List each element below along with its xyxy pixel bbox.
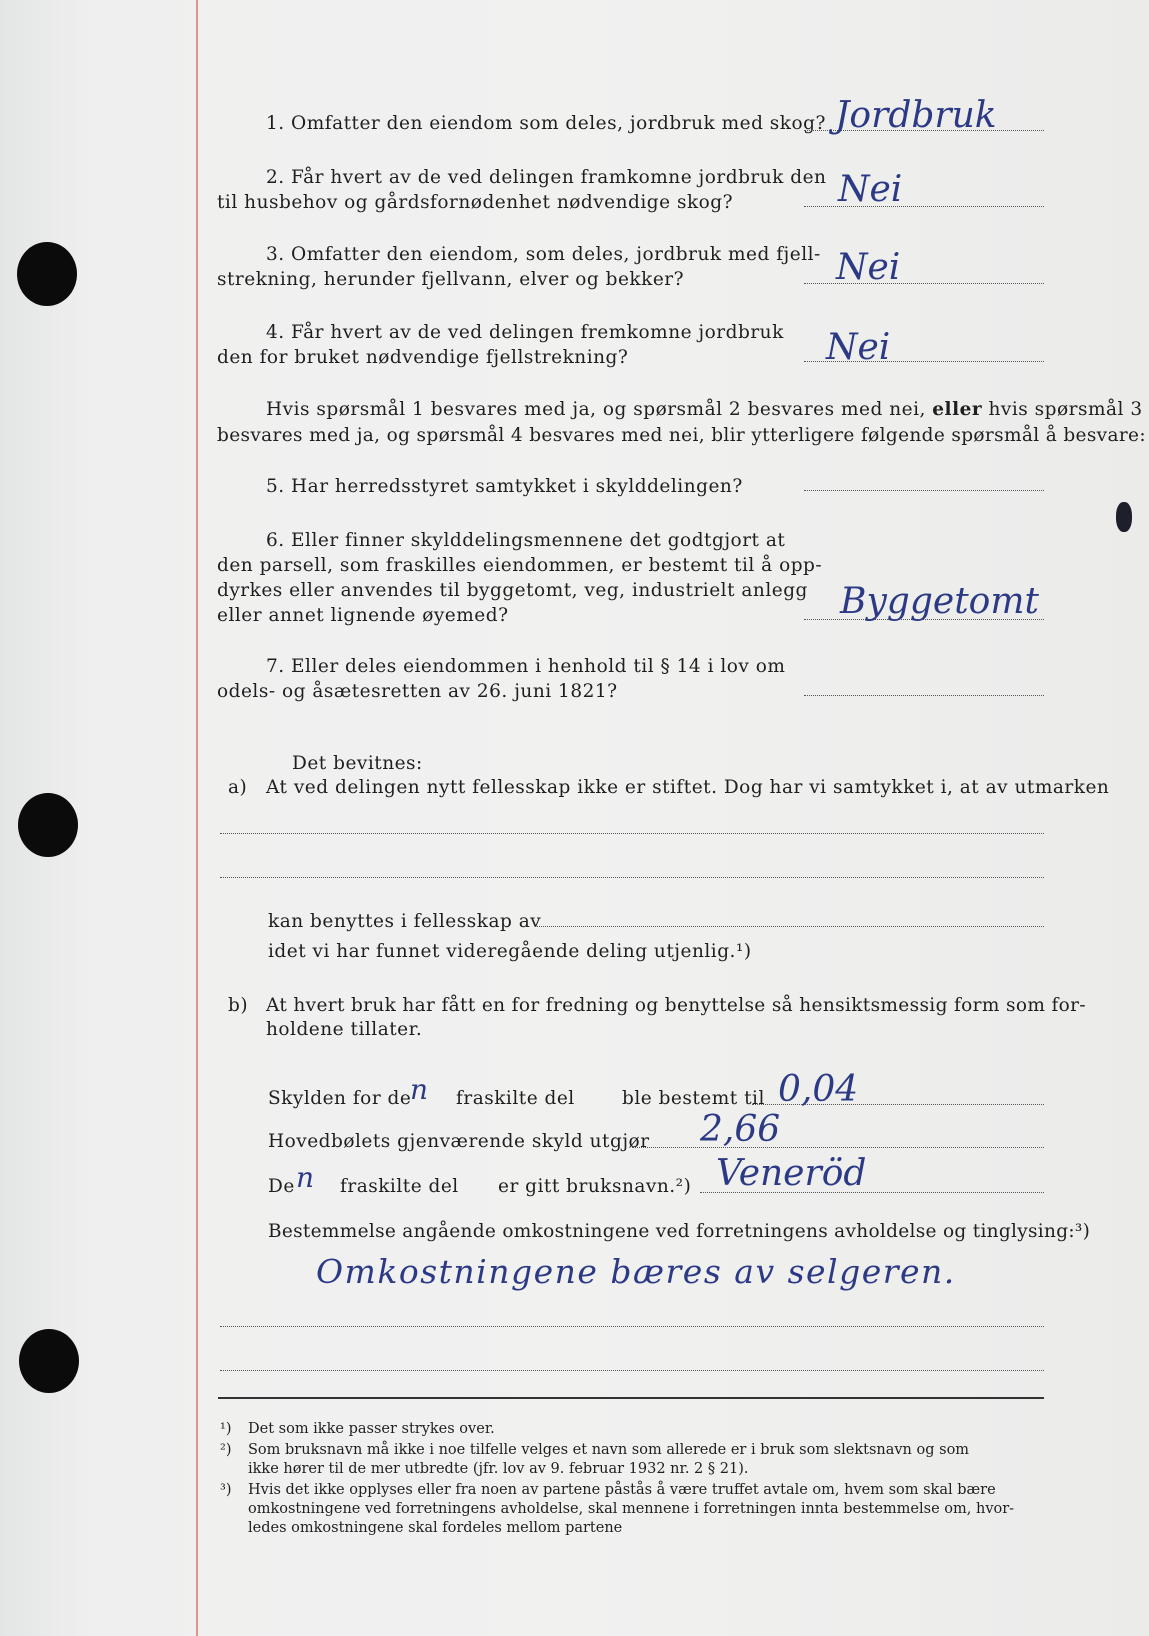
question-6-line-4: eller annet lignende øyemed? bbox=[217, 605, 509, 626]
footnote-3-line-3: ledes omkostningene skal fordeles mellom partene bbox=[248, 1520, 623, 1536]
condition-line-2: besvares med ja, og spørsmål 4 besvares med nei, blir ytterligere følgende spørsmål å besvare: bbox=[217, 425, 1146, 446]
question-7-line-1: 7. Eller deles eiendommen i henhold til § 14 i lov om bbox=[266, 656, 786, 677]
answer-4: Nei bbox=[826, 327, 891, 368]
skyld-line-4-label: Bestemmelse angående omkostningene ved forretningens avholdelse og tinglysing:³) bbox=[268, 1221, 1091, 1242]
question-6-line-2: den parsell, som fraskilles eiendommen, er bestemt til å opp- bbox=[217, 555, 823, 576]
skyld-line-3-label: De bbox=[268, 1176, 295, 1197]
footnote-3-mark: ³) bbox=[220, 1482, 232, 1498]
punch-hole-bottom bbox=[19, 1329, 79, 1393]
cost-line-2 bbox=[220, 1370, 1044, 1371]
skyld-line-3-mid: fraskilte del bbox=[340, 1176, 459, 1197]
question-2-line-2: til husbehov og gårdsfornødenhet nødvendige skog? bbox=[217, 192, 734, 213]
question-6-line-3: dyrkes eller anvendes til byggetomt, veg, industrielt anlegg bbox=[217, 580, 808, 601]
attest-b-line-2: holdene tillater. bbox=[266, 1019, 423, 1040]
answer-line-7 bbox=[804, 695, 1044, 696]
attest-a-reason: idet vi har funnet videregående deling utjenlig.¹) bbox=[268, 941, 752, 962]
question-2-line-1: 2. Får hvert av de ved delingen framkomne jordbruk den bbox=[266, 167, 827, 188]
attest-a-common: kan benyttes i fellesskap av bbox=[268, 911, 542, 932]
margin-line bbox=[196, 0, 198, 1636]
answer-2: Nei bbox=[838, 169, 903, 210]
attest-heading: Det bevitnes: bbox=[292, 753, 423, 774]
skyld-line-1-suffix: n bbox=[410, 1073, 429, 1106]
question-4-line-1: 4. Får hvert av de ved delingen fremkomne jordbruk bbox=[266, 322, 784, 343]
skyld-value-3: Veneröd bbox=[716, 1153, 867, 1194]
attest-a-line-2 bbox=[220, 877, 1044, 878]
answer-3: Nei bbox=[836, 247, 901, 288]
footnote-1-mark: ¹) bbox=[220, 1421, 232, 1437]
skyld-line-2-label: Hovedbølets gjenværende skyld utgjør bbox=[268, 1131, 650, 1152]
skyld-line-1-tail: ble bestemt til bbox=[622, 1088, 765, 1109]
skyld-line-1-label: Skylden for de bbox=[268, 1088, 412, 1109]
question-3-line-2: strekning, herunder fjellvann, elver og bekker? bbox=[217, 269, 685, 290]
attest-b-label: b) bbox=[228, 995, 249, 1016]
footnote-2-mark: ²) bbox=[220, 1442, 232, 1458]
footnote-1: Det som ikke passer strykes over. bbox=[248, 1421, 495, 1437]
footnote-rule bbox=[218, 1397, 1044, 1399]
attest-a-text: At ved delingen nytt fellesskap ikke er stiftet. Dog har vi samtykket i, at av utmarken bbox=[266, 777, 1110, 798]
skyld-value-4: Omkostningene bæres av selgeren. bbox=[316, 1252, 956, 1291]
skyld-value-1: 0,04 bbox=[778, 1069, 859, 1110]
answer-1: Jordbruk bbox=[835, 95, 997, 136]
footnote-2-line-1: Som bruksnavn må ikke i noe tilfelle velges et navn som allerede er i bruk som slektsnavn og som bbox=[248, 1442, 970, 1458]
skyld-line-1-mid: fraskilte del bbox=[456, 1088, 575, 1109]
skyld-line-3-suffix: n bbox=[296, 1161, 315, 1194]
footnote-3-line-1: Hvis det ikke opplyses eller fra noen av partene påstås å være truffet avtale om, hvem som skal bære bbox=[248, 1482, 996, 1498]
cost-line-1 bbox=[220, 1326, 1044, 1327]
answer-6: Byggetomt bbox=[840, 581, 1039, 622]
footnote-2-line-2: ikke hører til de mer utbredte (jfr. lov av 9. februar 1932 nr. 2 § 21). bbox=[248, 1461, 749, 1477]
skyld-value-2: 2,66 bbox=[700, 1109, 781, 1150]
answer-line-5 bbox=[804, 490, 1044, 491]
question-3-line-1: 3. Omfatter den eiendom, som deles, jordbruk med fjell- bbox=[266, 244, 821, 265]
skyld-line-2-field bbox=[632, 1147, 1044, 1148]
condition-text-a: Hvis spørsmål 1 besvares med ja, og spørsmål 2 besvares med nei, bbox=[266, 399, 926, 420]
ink-blot bbox=[1116, 502, 1132, 532]
condition-bold: eller bbox=[932, 399, 983, 420]
question-7-line-2: odels- og åsætesretten av 26. juni 1821? bbox=[217, 681, 618, 702]
attest-a-line-1 bbox=[220, 833, 1044, 834]
attest-a-label: a) bbox=[228, 777, 248, 798]
question-1: 1. Omfatter den eiendom som deles, jordbruk med skog? bbox=[266, 113, 826, 134]
skyld-line-3-tail: er gitt bruksnavn.²) bbox=[498, 1176, 692, 1197]
question-6-line-1: 6. Eller finner skylddelingsmennene det godtgjort at bbox=[266, 530, 786, 551]
attest-a-common-line bbox=[535, 926, 1044, 927]
question-5: 5. Har herredsstyret samtykket i skylddelingen? bbox=[266, 476, 743, 497]
question-4-line-2: den for bruket nødvendige fjellstrekning? bbox=[217, 347, 629, 368]
condition-line-1 bbox=[266, 398, 1143, 422]
punch-hole-middle bbox=[18, 793, 78, 857]
condition-text-b: hvis spørsmål 3 bbox=[988, 399, 1143, 420]
punch-hole-top bbox=[17, 242, 77, 306]
footnote-3-line-2: omkostningene ved forretningens avholdelse, skal mennene i forretningen innta bestemmelse om, hvor- bbox=[248, 1501, 1015, 1517]
attest-b-line-1: At hvert bruk har fått en for fredning og benyttelse så hensiktsmessig form som for- bbox=[266, 995, 1086, 1016]
